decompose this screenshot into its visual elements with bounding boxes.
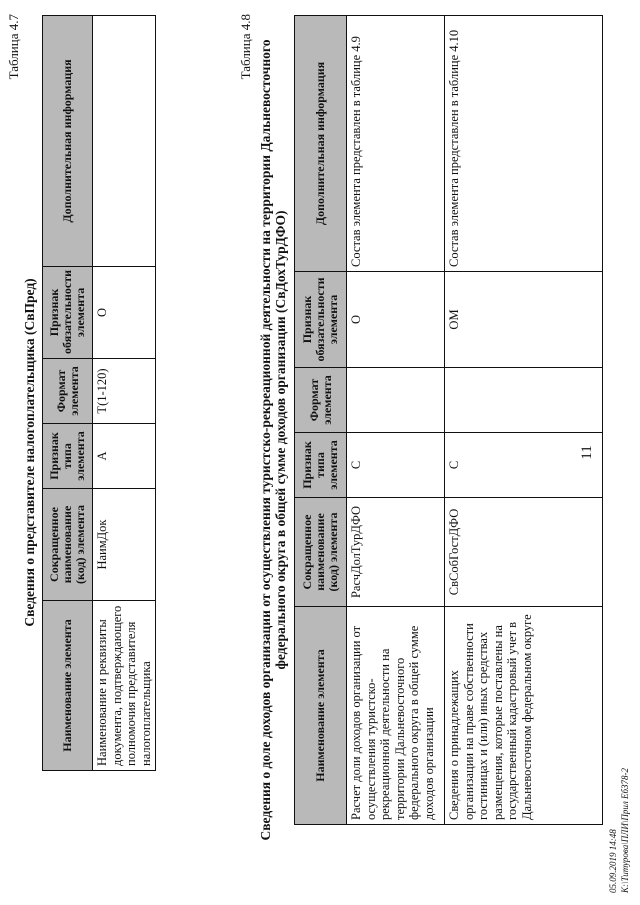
header-cell: Сокращенное наименование (код) элемента — [295, 498, 347, 607]
header-cell: Наименование элемента — [295, 607, 347, 825]
footer-file-path: К:\Титурова\ПЛИ\Прил ЕбЗ78-2 — [620, 767, 630, 893]
header-cell: Признак обязательности элемента — [43, 267, 93, 359]
table-4-8 — [294, 15, 603, 825]
cell-format — [445, 368, 603, 433]
cell-element-name: Расчет доли доходов организации от осуществления туристско-рекреационной деятельности на территории Дальневосточного федерального округа в общей сумме доходов организации — [347, 607, 445, 825]
header-cell: Дополнительная информация — [43, 16, 93, 267]
cell-code: НаимДок — [93, 489, 156, 601]
table-row — [445, 16, 603, 825]
header-cell: Признак типа элемента — [295, 433, 347, 498]
header-cell: Наименование элемента — [43, 601, 93, 771]
header-cell: Формат элемента — [295, 368, 347, 433]
cell-code: СвСобГостДФО — [445, 498, 603, 607]
header-cell: Дополнительная информация — [295, 16, 347, 272]
table-4-8-title-line-2: федерального округа в общей сумме доходов организации (СвДохТурДФО) — [273, 210, 288, 670]
cell-code: РасчДолТурДФО — [347, 498, 445, 607]
cell-type: С — [445, 433, 603, 498]
table-4-7 — [42, 15, 156, 771]
table-4-8-title-line-1: Сведения о доле доходов организации от осуществления туристско-рекреационной деятельности на территории Дальневосточного — [258, 39, 273, 841]
cell-required: О — [93, 267, 156, 359]
header-cell: Признак обязательности элемента — [295, 272, 347, 368]
cell-required: О — [347, 272, 445, 368]
page-number: 11 — [579, 445, 595, 460]
cell-type: С — [347, 433, 445, 498]
cell-format: T(1-120) — [93, 359, 156, 424]
header-cell: Признак типа элемента — [43, 424, 93, 489]
cell-type: А — [93, 424, 156, 489]
table-4-8-label: Таблица 4.8 — [238, 14, 253, 80]
cell-format — [347, 368, 445, 433]
cell-info — [93, 16, 156, 267]
table-4-8-header-row — [295, 16, 347, 825]
cell-info: Состав элемента представлен в таблице 4.9 — [347, 16, 445, 272]
cell-required: ОМ — [445, 272, 603, 368]
table-row — [93, 16, 156, 771]
cell-element-name: Сведения о принадлежащих организации на праве собственности гостиницах и (или) иных средствах размещения, которые поставлены на государственный кадастровый учет в Дальневосточном федеральном округе — [445, 607, 603, 825]
cell-info: Состав элемента представлен в таблице 4.10 — [445, 16, 603, 272]
table-row — [347, 16, 445, 825]
table-4-7-title: Сведения о представителе налогоплательщика (СвПред) — [22, 278, 37, 627]
footer-timestamp: 05.09.2019 14:48 — [608, 829, 618, 893]
table-4-7-label: Таблица 4.7 — [6, 14, 21, 80]
header-cell: Сокращенное наименование (код) элемента — [43, 489, 93, 601]
table-4-7-header-row — [43, 16, 93, 771]
header-cell: Формат элемента — [43, 359, 93, 424]
cell-element-name: Наименование и реквизиты документа, подтверждающего полномочия представителя налогоплательщика — [93, 601, 156, 771]
